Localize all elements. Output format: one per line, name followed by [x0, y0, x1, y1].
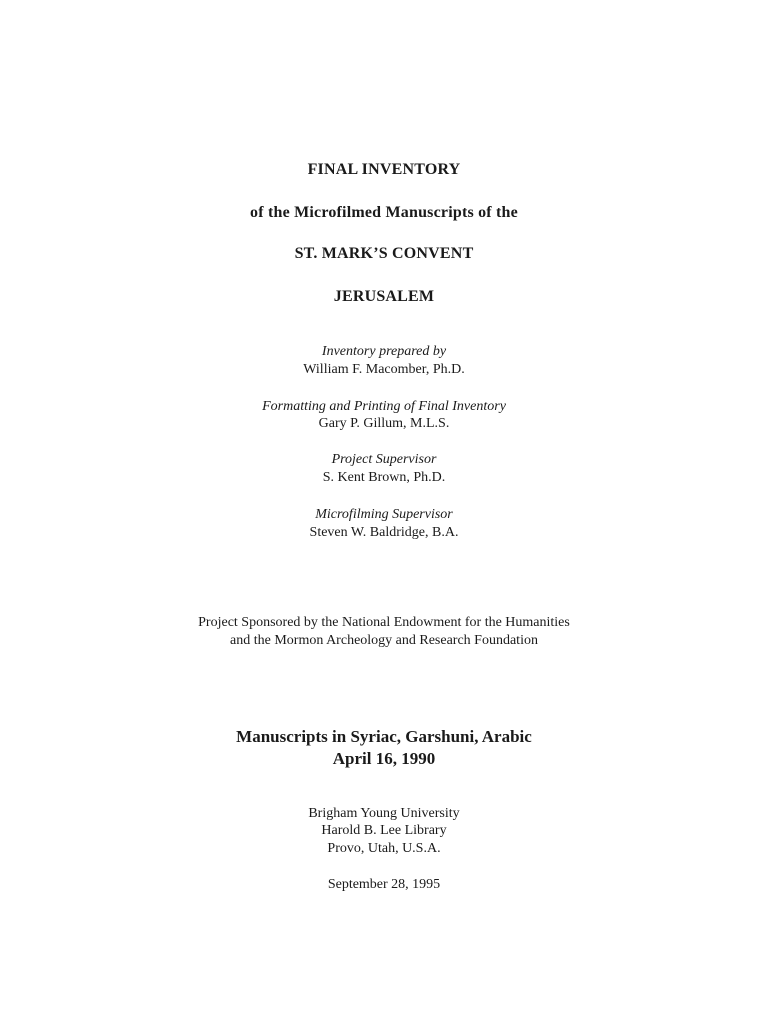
credit-name-project-supervisor: S. Kent Brown, Ph.D.	[322, 470, 446, 485]
title-convent: ST. MARK’S CONVENT	[294, 245, 474, 262]
sponsor-line-2: and the Mormon Archeology and Research Foundation	[230, 633, 538, 648]
sponsor-line-1: Project Sponsored by the National Endowment for the Humanities	[198, 615, 570, 630]
publication-date: September 28, 1995	[327, 877, 441, 892]
credit-name-formatting: Gary P. Gillum, M.L.S.	[318, 416, 450, 431]
credit-role-project-supervisor: Project Supervisor	[331, 452, 437, 467]
credit-role-inventory: Inventory prepared by	[321, 344, 447, 359]
collection-date: April 16, 1990	[332, 749, 436, 768]
credit-role-formatting: Formatting and Printing of Final Inventory	[262, 399, 506, 414]
title-final-inventory: FINAL INVENTORY	[307, 161, 461, 178]
title-location: JERUSALEM	[333, 288, 435, 305]
publisher-library: Harold B. Lee Library	[321, 823, 447, 838]
publisher-location: Provo, Utah, U.S.A.	[327, 841, 441, 856]
credit-name-microfilming-supervisor: Steven W. Baldridge, B.A.	[309, 525, 459, 540]
collection-languages: Manuscripts in Syriac, Garshuni, Arabic	[236, 727, 532, 746]
publisher-university: Brigham Young University	[308, 806, 460, 821]
credit-role-microfilming-supervisor: Microfilming Supervisor	[315, 507, 453, 522]
title-microfilmed-manuscripts: of the Microfilmed Manuscripts of the	[250, 204, 518, 221]
credit-name-inventory: William F. Macomber, Ph.D.	[303, 362, 465, 377]
